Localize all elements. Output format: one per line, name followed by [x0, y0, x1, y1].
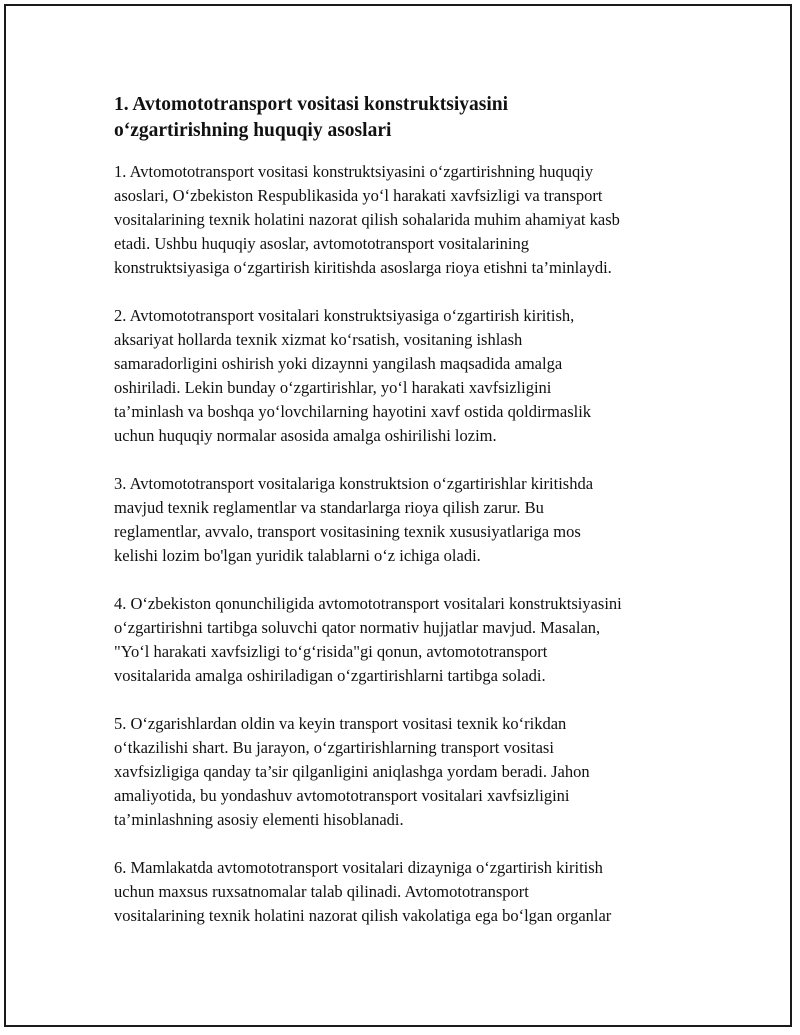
paragraph-line: konstruktsiyasiga o‘zgartirish kiritishda asoslarga rioya etishni ta’minlaydi. [114, 258, 612, 277]
paragraph-line: 2. Avtomototransport vositalari konstruktsiyasiga o‘zgartirish kiritish, [114, 306, 575, 325]
heading-line: 1. Avtomototransport vositasi konstruktsiyasini [114, 94, 509, 115]
paragraph-line: vositalarining texnik holatini nazorat qilish sohalarida muhim ahamiyat kasb [114, 210, 620, 229]
paragraph-line: 6. Mamlakatda avtomototransport vositalari dizayniga o‘zgartirish kiritish [114, 858, 603, 877]
paragraph-line: 1. Avtomototransport vositasi konstruktsiyasini o‘zgartirishning huquqiy [114, 162, 594, 181]
paragraph-3 [114, 472, 714, 568]
paragraph-line: vositalarida amalga oshiriladigan o‘zgartirishlarni tartibga soladi. [114, 666, 546, 685]
paragraph-2 [114, 304, 714, 448]
paragraph-line: 4. O‘zbekiston qonunchiligida avtomototransport vositalari konstruktsiyasini [114, 594, 622, 613]
document-heading [114, 92, 714, 144]
heading-line: o‘zgartirishning huquqiy asoslari [114, 120, 392, 141]
paragraph-line: ta’minlash va boshqa yo‘lovchilarning hayotini xavf ostida qoldirmaslik [114, 402, 592, 421]
paragraph-4 [114, 592, 714, 688]
paragraph-line: etadi. Ushbu huquqiy asoslar, avtomototransport vositalarining [114, 234, 529, 253]
paragraph-line: oshiriladi. Lekin bunday o‘zgartirishlar, yo‘l harakati xavfsizligini [114, 378, 552, 397]
paragraph-line: samaradorligini oshirish yoki dizaynni yangilash maqsadida amalga [114, 354, 563, 373]
paragraph-line: mavjud texnik reglamentlar va standarlarga rioya qilish zarur. Bu [114, 498, 544, 517]
paragraph-6 [114, 856, 714, 928]
paragraph-line: uchun huquqiy normalar asosida amalga oshirilishi lozim. [114, 426, 497, 445]
paragraph-line: uchun maxsus ruxsatnomalar talab qilinadi. Avtomototransport [114, 882, 529, 901]
paragraph-line: o‘zgartirishni tartibga soluvchi qator normativ hujjatlar mavjud. Masalan, [114, 618, 601, 637]
paragraph-line: kelishi lozim bo'lgan yuridik talablarni o‘z ichiga oladi. [114, 546, 481, 565]
paragraph-line: amaliyotida, bu yondashuv avtomototransport vositalari xavfsizligini [114, 786, 570, 805]
paragraph-line: o‘tkazilishi shart. Bu jarayon, o‘zgartirishlarning transport vositasi [114, 738, 554, 757]
paragraph-line: 3. Avtomototransport vositalariga konstruktsion o‘zgartirishlar kiritishda [114, 474, 594, 493]
paragraph-line: aksariyat hollarda texnik xizmat ko‘rsatish, vositaning ishlash [114, 330, 523, 349]
paragraph-line: ta’minlashning asosiy elementi hisoblanadi. [114, 810, 404, 829]
paragraph-5 [114, 712, 714, 832]
paragraph-line: "Yo‘l harakati xavfsizligi to‘g‘risida"gi qonun, avtomototransport [114, 642, 548, 661]
document-body [114, 92, 714, 952]
paragraph-1 [114, 160, 714, 280]
paragraph-line: xavfsizligiga qanday ta’sir qilganligini aniqlashga yordam beradi. Jahon [114, 762, 590, 781]
paragraph-line: 5. O‘zgarishlardan oldin va keyin transport vositasi texnik ko‘rikdan [114, 714, 567, 733]
paragraph-line: asoslari, O‘zbekiston Respublikasida yo‘l harakati xavfsizligi va transport [114, 186, 603, 205]
paragraph-line: reglamentlar, avvalo, transport vositasining texnik xususiyatlariga mos [114, 522, 581, 541]
paragraph-line: vositalarining texnik holatini nazorat qilish vakolatiga ega bo‘lgan organlar [114, 906, 612, 925]
